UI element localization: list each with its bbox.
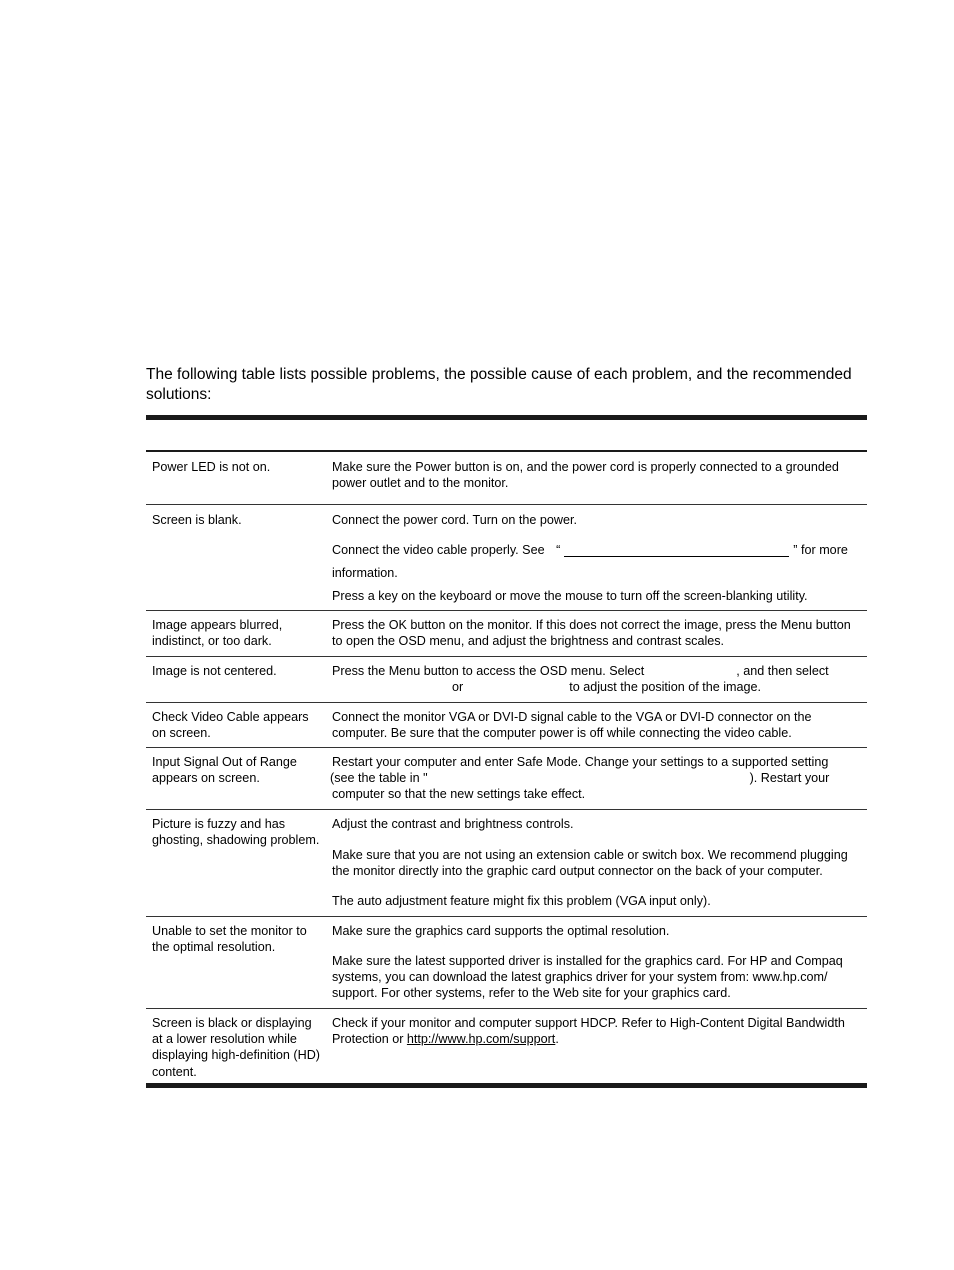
solution-text: Connect the video cable properly. See “ ” for more xyxy=(332,543,848,557)
solution-text: The auto adjustment feature might fix this problem (VGA input only). xyxy=(332,894,711,908)
table-row xyxy=(146,1009,867,1083)
solution-text: Check if your monitor and computer support HDCP. Refer to High-Content Digital Bandwidth Protection or xyxy=(332,1016,845,1047)
problem-cell: Screen is black or displaying at a lower resolution while displaying high-definition (HD) content. xyxy=(152,1016,320,1079)
problem-cell: Check Video Cable appears on screen. xyxy=(152,710,309,741)
solution-text: Press the Menu button to access the OSD menu. Select xyxy=(332,664,645,678)
table-row xyxy=(146,657,867,703)
solution-text: Connect the power cord. Turn on the power. xyxy=(332,513,578,527)
solution-text: Make sure the Power button is on, and the power cord is properly connected to a grounded power outlet and to the monitor. xyxy=(332,460,839,491)
table-row xyxy=(146,505,867,611)
solution-text: to adjust the position of the image. xyxy=(569,680,762,695)
solution-text: computer so that the new settings take effect. xyxy=(332,787,586,802)
solution-text: Connect the monitor VGA or DVI-D signal cable to the VGA or DVI-D connector on the computer. Be sure that the computer power is off while connecting the video cable. xyxy=(332,710,812,741)
table-bottom-rule xyxy=(146,1083,867,1088)
solution-text: or xyxy=(452,680,464,695)
table-row xyxy=(146,748,867,810)
cross-reference-link[interactable] xyxy=(564,544,789,557)
problem-cell: Screen is blank. xyxy=(152,513,242,527)
problem-cell: Image is not centered. xyxy=(152,664,277,678)
solution-text: (see the table in " xyxy=(330,771,428,786)
solution-text xyxy=(332,754,862,803)
solution-text: Make sure the graphics card supports the optimal resolution. xyxy=(332,924,670,938)
solution-text: Adjust the contrast and brightness controls. xyxy=(332,817,574,831)
solution-text xyxy=(332,663,862,695)
intro-paragraph: The following table lists possible problems, the possible cause of each problem, and the recommended solutions: xyxy=(146,366,852,403)
solution-text xyxy=(332,1015,862,1047)
solution-text: Connect the video cable properly. See xyxy=(332,543,545,557)
solution-text: Make sure the latest supported driver is installed for the graphics card. For HP and Compaq systems, you can download the latest graphics driver for your system from: www.hp.com/ support. For other systems, refer to the Web site for your graphics card. xyxy=(332,954,843,1001)
hp-support-link[interactable]: http://www.hp.com/support xyxy=(406,1032,556,1047)
table-row xyxy=(146,917,867,1009)
solution-text: Press a key on the keyboard or move the mouse to turn off the screen-blanking utility. xyxy=(332,589,808,603)
table-row xyxy=(146,611,867,657)
solution-text: information. xyxy=(332,566,398,580)
solution-text: Restart your computer and enter Safe Mode. Change your settings to a supported setting xyxy=(332,755,829,769)
solution-text: Press the OK button on the monitor. If this does not correct the image, press the Menu button to open the OSD menu, and adjust the brightness and contrast scales. xyxy=(332,618,851,649)
solution-text: for more xyxy=(801,543,848,557)
solution-text: . xyxy=(555,1032,559,1047)
problem-cell: Image appears blurred, indistinct, or too dark. xyxy=(152,618,283,649)
table-top-rule xyxy=(146,415,867,420)
problem-cell: Power LED is not on. xyxy=(152,460,271,474)
solution-text: ). Restart your xyxy=(749,771,830,786)
table-row xyxy=(146,452,867,505)
problem-cell: Unable to set the monitor to the optimal resolution. xyxy=(152,924,307,955)
solution-text: , and then select xyxy=(736,664,829,678)
problem-cell: Picture is fuzzy and has ghosting, shadowing problem. xyxy=(152,817,320,848)
problem-cell: Input Signal Out of Range appears on screen. xyxy=(152,755,297,786)
solution-text: Make sure that you are not using an extension cable or switch box. We recommend plugging the monitor directly into the graphic card output connector on the back of your computer. xyxy=(332,848,848,879)
table-row xyxy=(146,703,867,748)
table-row xyxy=(146,810,867,917)
